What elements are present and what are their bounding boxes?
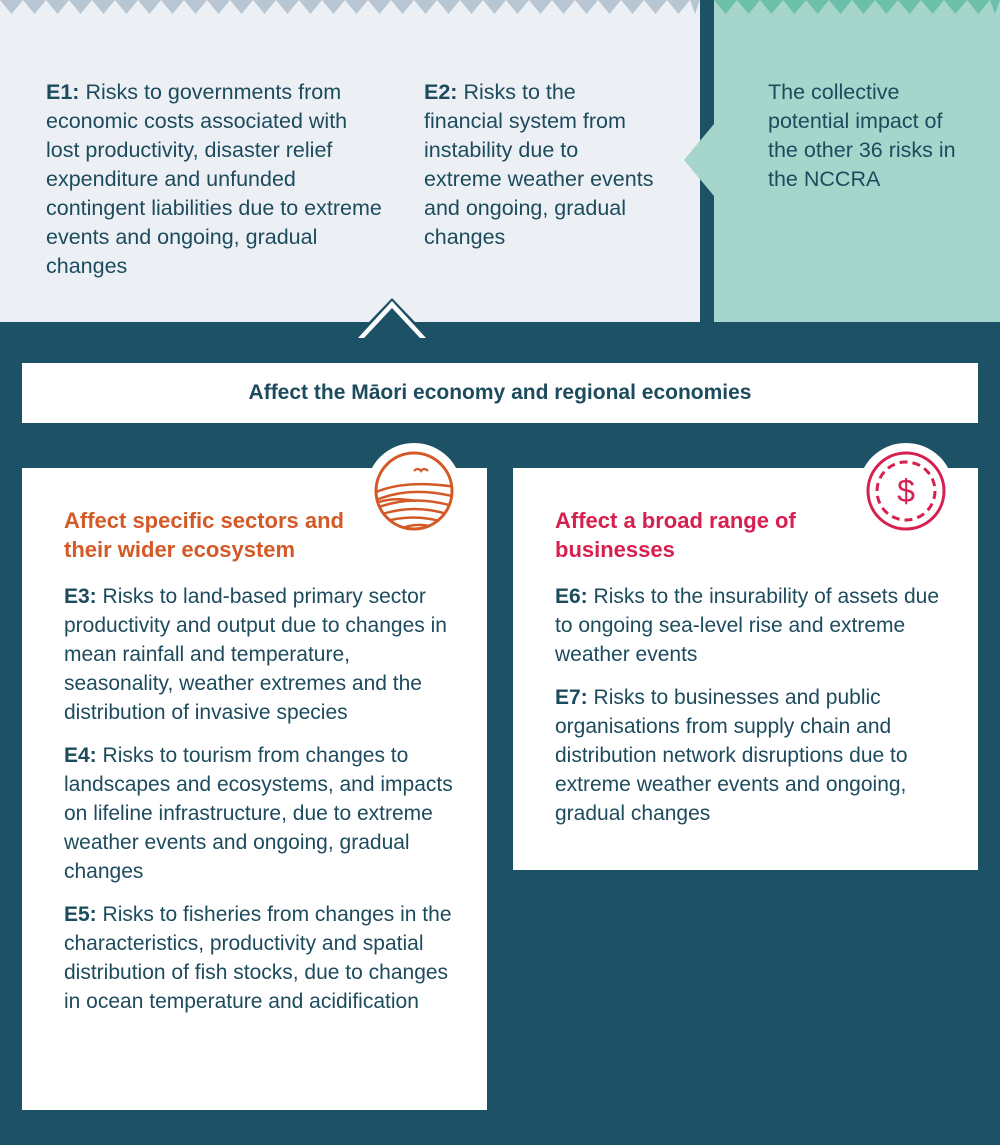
collective-impact-text: The collective potential impact of the other 36 risks in the NCCRA — [768, 80, 956, 191]
sectors-heading: Affect specific sectors and their wider ecosystem — [64, 508, 344, 562]
list-item: E6: Risks to the insurability of assets due to ongoing sea-level rise and extreme weather events — [555, 585, 940, 666]
e1-code: E1: — [46, 80, 80, 104]
list-item: E7: Risks to businesses and public organisations from supply chain and distribution network disruptions due to extreme weather events and ongoing, gradual changes — [555, 686, 908, 825]
businesses-heading: Affect a broad range of businesses — [555, 508, 796, 562]
sectors-card — [22, 468, 487, 1110]
list-item: E3: Risks to land-based primary sector productivity and output due to changes in mean rainfall and temperature, seasonality, weather extremes and the distribution of invasive species — [64, 585, 447, 724]
e2-code: E2: — [424, 80, 458, 104]
sectors-items — [64, 582, 464, 1016]
businesses-items — [555, 582, 960, 828]
list-item: E4: Risks to tourism from changes to landscapes and ecosystems, and impacts on lifeline infrastructure, due to extreme weather events and ongoing, gradual changes — [64, 744, 453, 883]
banner-label: Affect the Māori economy and regional economies — [248, 381, 752, 404]
e1-description: Risks to governments from economic costs associated with lost productivity, disaster relief expenditure and unfunded contingent liabilities due to extreme events and ongoing, gradual changes — [46, 80, 382, 278]
e2-description: Risks to the financial system from instability due to extreme weather events and ongoing, gradual changes — [424, 80, 654, 249]
dollar-coin-icon — [856, 441, 956, 541]
maori-economy-banner — [22, 363, 978, 423]
svg-text:$: $ — [897, 473, 915, 509]
e2-text-block — [424, 78, 654, 252]
landscape-bird-icon — [364, 441, 464, 541]
list-item: E5: Risks to fisheries from changes in the characteristics, productivity and spatial distribution of fish stocks, due to changes in ocean temperature and acidification — [64, 903, 452, 1013]
e1-text-block — [46, 78, 386, 281]
